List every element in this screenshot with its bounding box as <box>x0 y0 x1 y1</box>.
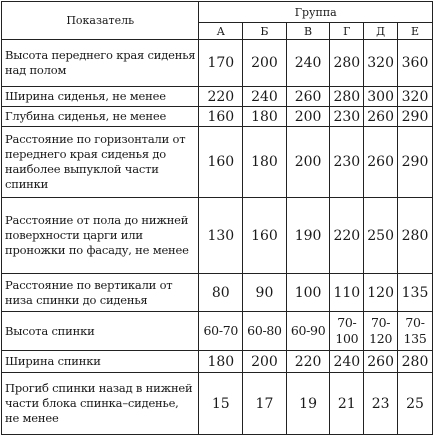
cell-value: 230 <box>330 107 364 127</box>
row-label: Расстояние по горизонтали от переднего края сиденья до наиболее выпуклой части спинки <box>2 127 199 198</box>
cell-value: 360 <box>398 40 433 87</box>
table-row <box>2 87 433 107</box>
cell-value: 220 <box>199 87 243 107</box>
table-row <box>2 373 433 435</box>
cell-value: 280 <box>330 87 364 107</box>
cell-value: 60-90 <box>286 312 330 351</box>
cell-value: 260 <box>364 127 398 198</box>
cell-value: 200 <box>243 40 287 87</box>
cell-value: 290 <box>398 127 433 198</box>
header-column-g: Г <box>330 23 364 40</box>
cell-value: 220 <box>286 351 330 373</box>
cell-value: 60-80 <box>243 312 287 351</box>
cell-value: 250 <box>364 198 398 274</box>
cell-value: 170 <box>199 40 243 87</box>
cell-value: 200 <box>243 351 287 373</box>
cell-value: 300 <box>364 87 398 107</box>
cell-value: 160 <box>199 107 243 127</box>
cell-value: 23 <box>364 373 398 435</box>
header-column-d: Д <box>364 23 398 40</box>
row-label: Ширина сиденья, не менее <box>2 87 199 107</box>
row-label: Высота переднего края сиденья над полом <box>2 40 199 87</box>
cell-value: 160 <box>243 198 287 274</box>
cell-value: 240 <box>286 40 330 87</box>
row-label: Прогиб спинки назад в нижней части блока спинка–сиденье, не менее <box>2 373 199 435</box>
row-label: Расстояние от пола до нижней поверхности царги или проножки по фасаду, не менее <box>2 198 199 274</box>
cell-value: 240 <box>330 351 364 373</box>
table-row <box>2 351 433 373</box>
header-column-v: В <box>286 23 330 40</box>
cell-value: 60-70 <box>199 312 243 351</box>
cell-value: 160 <box>199 127 243 198</box>
cell-value: 260 <box>286 87 330 107</box>
cell-value: 280 <box>330 40 364 87</box>
dimensions-grid <box>1 1 433 435</box>
cell-value: 70-120 <box>364 312 398 351</box>
table-row <box>2 127 433 198</box>
cell-value: 21 <box>330 373 364 435</box>
header-column-b: Б <box>243 23 287 40</box>
header-column-a: А <box>199 23 243 40</box>
table-row <box>2 274 433 312</box>
table-row <box>2 198 433 274</box>
row-label: Глубина сиденья, не менее <box>2 107 199 127</box>
header-column-e: Е <box>398 23 433 40</box>
cell-value: 180 <box>243 127 287 198</box>
cell-value: 25 <box>398 373 433 435</box>
cell-value: 190 <box>286 198 330 274</box>
header-indicator: Показатель <box>2 2 199 40</box>
cell-value: 120 <box>364 274 398 312</box>
table-row <box>2 40 433 87</box>
cell-value: 15 <box>199 373 243 435</box>
cell-value: 180 <box>243 107 287 127</box>
row-label: Расстояние по вертикали от низа спинки до сиденья <box>2 274 199 312</box>
cell-value: 220 <box>330 198 364 274</box>
cell-value: 260 <box>364 351 398 373</box>
cell-value: 70-100 <box>330 312 364 351</box>
cell-value: 130 <box>199 198 243 274</box>
table-row <box>2 312 433 351</box>
cell-value: 180 <box>199 351 243 373</box>
cell-value: 230 <box>330 127 364 198</box>
cell-value: 135 <box>398 274 433 312</box>
cell-value: 17 <box>243 373 287 435</box>
cell-value: 200 <box>286 127 330 198</box>
cell-value: 240 <box>243 87 287 107</box>
row-label: Ширина спинки <box>2 351 199 373</box>
table-row <box>2 107 433 127</box>
cell-value: 80 <box>199 274 243 312</box>
furniture-dimensions-table <box>1 1 433 446</box>
cell-value: 100 <box>286 274 330 312</box>
header-group: Группа <box>199 2 433 23</box>
cell-value: 290 <box>398 107 433 127</box>
cell-value: 70-135 <box>398 312 433 351</box>
cell-value: 280 <box>398 198 433 274</box>
cell-value: 320 <box>398 87 433 107</box>
cell-value: 90 <box>243 274 287 312</box>
cell-value: 110 <box>330 274 364 312</box>
cell-value: 260 <box>364 107 398 127</box>
cell-value: 280 <box>398 351 433 373</box>
cell-value: 320 <box>364 40 398 87</box>
row-label: Высота спинки <box>2 312 199 351</box>
cell-value: 19 <box>286 373 330 435</box>
cell-value: 200 <box>286 107 330 127</box>
